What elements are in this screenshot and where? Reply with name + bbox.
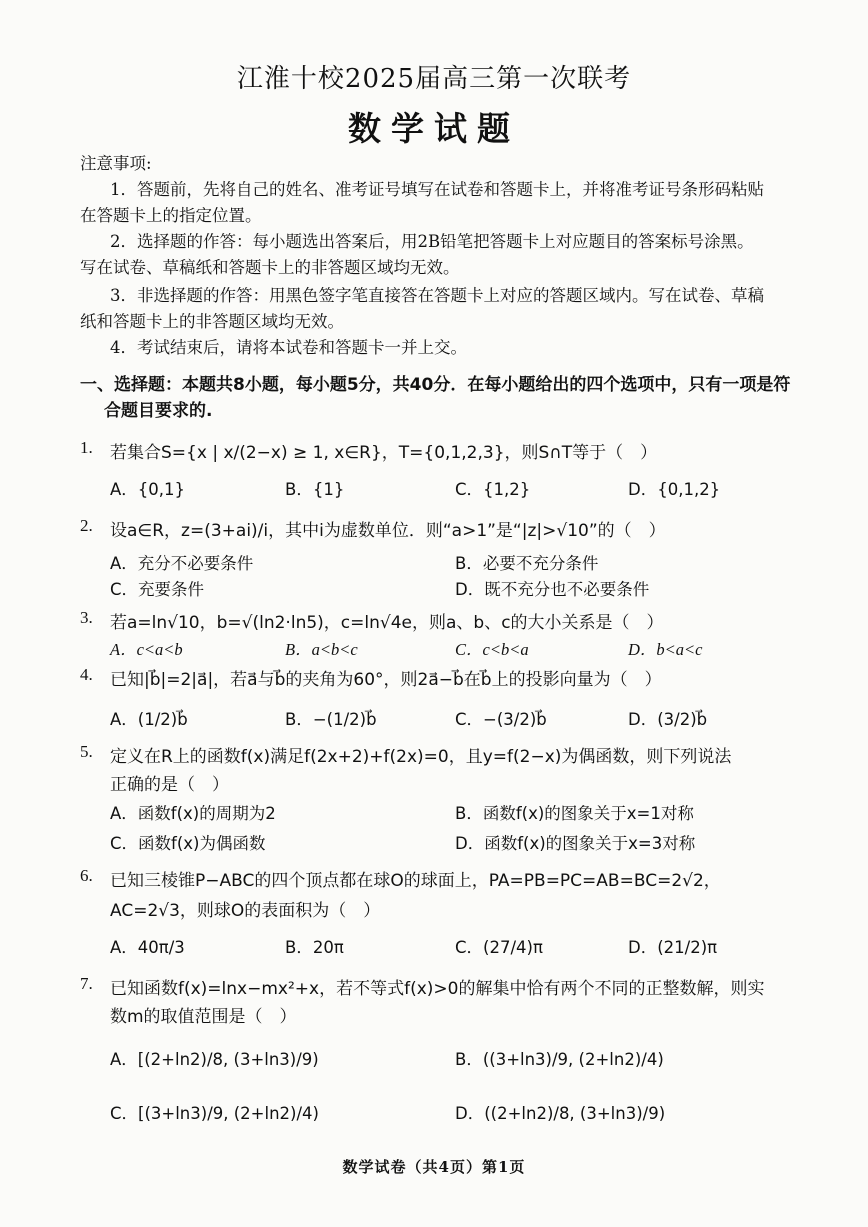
section-heading: 一、选择题：本题共8小题，每小题5分，共40分．在每小题给出的四个选项中，只有一项是符	[80, 375, 791, 395]
question-stem: 已知三棱锥P−ABC的四个顶点都在球O的球面上，PA=PB=PC=AB=BC=2√2，	[110, 871, 721, 891]
option-c: C．c<b<a	[455, 640, 529, 659]
option-b: B．a<b<c	[285, 640, 358, 659]
option-a: A．函数f(x)的周期为2	[110, 804, 276, 823]
notice-line: 写在试卷、草稿纸和答题卡上的非答题区域均无效。	[80, 258, 460, 277]
question-stem: 若集合S={x | x/(2−x) ≥ 1, x∈R}，T={0,1,2,3}，则S∩T等于（ ）	[110, 443, 658, 463]
option-d: D．函数f(x)的图象关于x=3对称	[455, 834, 696, 853]
option-c: C．(27/4)π	[455, 938, 543, 957]
notice-line: 在答题卡上的指定位置。	[80, 206, 262, 225]
option-d: D．((2+ln2)/8, (3+ln3)/9)	[455, 1104, 666, 1123]
option-a: A．40π/3	[110, 938, 185, 957]
option-a: A．c<a<b	[110, 640, 183, 659]
question-number: 4.	[80, 665, 93, 684]
option-a: A．[(2+ln2)/8, (3+ln3)/9)	[110, 1050, 319, 1069]
question-number: 3.	[80, 608, 93, 627]
notice-line: 4．考试结束后，请将本试卷和答题卡一并上交。	[110, 338, 467, 357]
option-b: B．函数f(x)的图象关于x=1对称	[455, 804, 694, 823]
option-a: A．(1/2)b⃗	[110, 710, 188, 729]
option-c: C．[(3+ln3)/9, (2+ln2)/4)	[110, 1104, 319, 1123]
notice-line: 纸和答题卡上的非答题区域均无效。	[80, 312, 344, 331]
question-number: 1.	[80, 438, 93, 457]
section-heading-cont: 合题目要求的.	[104, 401, 213, 421]
question-stem: 若a=ln√10，b=√(ln2·ln5)，c=ln√4e，则a、b、c的大小关系是（ ）	[110, 613, 664, 633]
option-d: D．b<a<c	[628, 640, 703, 659]
question-number: 2.	[80, 516, 93, 535]
option-a: A．{0,1}	[110, 480, 186, 499]
notice-heading: 注意事项:	[80, 154, 152, 173]
question-number: 6.	[80, 866, 93, 885]
option-d: D．(3/2)b⃗	[628, 710, 708, 729]
question-stem: 已知|b⃗|=2|a⃗|，若a⃗与b⃗的夹角为60°，则2a⃗−b⃗在b⃗上的投影向量为（ ）	[110, 670, 662, 690]
option-d: D．既不充分也不必要条件	[455, 580, 650, 599]
question-stem: 设a∈R，z=(3+ai)/i，其中i为虚数单位．则“a>1”是“|z|>√10”的（ ）	[110, 521, 666, 541]
question-stem-cont: 数m的取值范围是（ ）	[110, 1007, 297, 1027]
page-footer: 数学试卷（共4页）第1页	[342, 1158, 526, 1176]
subject-title: 数学试题	[348, 109, 520, 148]
question-number: 7.	[80, 974, 93, 993]
option-c: C．{1,2}	[455, 480, 531, 499]
option-d: D．{0,1,2}	[628, 480, 721, 499]
option-b: B．{1}	[285, 480, 345, 499]
option-c: C．函数f(x)为偶函数	[110, 834, 266, 853]
notice-line: 2．选择题的作答：每小题选出答案后，用2B铅笔把答题卡上对应题目的答案标号涂黑。	[110, 232, 754, 251]
option-c: C．−(3/2)b⃗	[455, 710, 547, 729]
question-stem-cont: 正确的是（ ）	[110, 775, 229, 795]
option-d: D．(21/2)π	[628, 938, 718, 957]
question-stem-cont: AC=2√3，则球O的表面积为（ ）	[110, 901, 381, 921]
notice-line: 3．非选择题的作答：用黑色签字笔直接答在答题卡上对应的答题区域内。写在试卷、草稿	[110, 286, 764, 305]
question-stem: 定义在R上的函数f(x)满足f(2x+2)+f(2x)=0，且y=f(2−x)为偶函数，则下列说法	[110, 747, 732, 767]
option-b: B．必要不充分条件	[455, 554, 599, 573]
option-b: B．((3+ln3)/9, (2+ln2)/4)	[455, 1050, 664, 1069]
notice-line: 1．答题前，先将自己的姓名、准考证号填写在试卷和答题卡上，并将准考证号条形码粘贴	[110, 180, 764, 199]
option-b: B．−(1/2)b⃗	[285, 710, 377, 729]
option-a: A．充分不必要条件	[110, 554, 254, 573]
option-b: B．20π	[285, 938, 344, 957]
option-c: C．充要条件	[110, 580, 205, 599]
exam-title: 江淮十校2025届高三第一次联考	[236, 64, 632, 94]
question-stem: 已知函数f(x)=lnx−mx²+x，若不等式f(x)>0的解集中恰有两个不同的正整数解，则实	[110, 979, 765, 999]
question-number: 5.	[80, 742, 93, 761]
